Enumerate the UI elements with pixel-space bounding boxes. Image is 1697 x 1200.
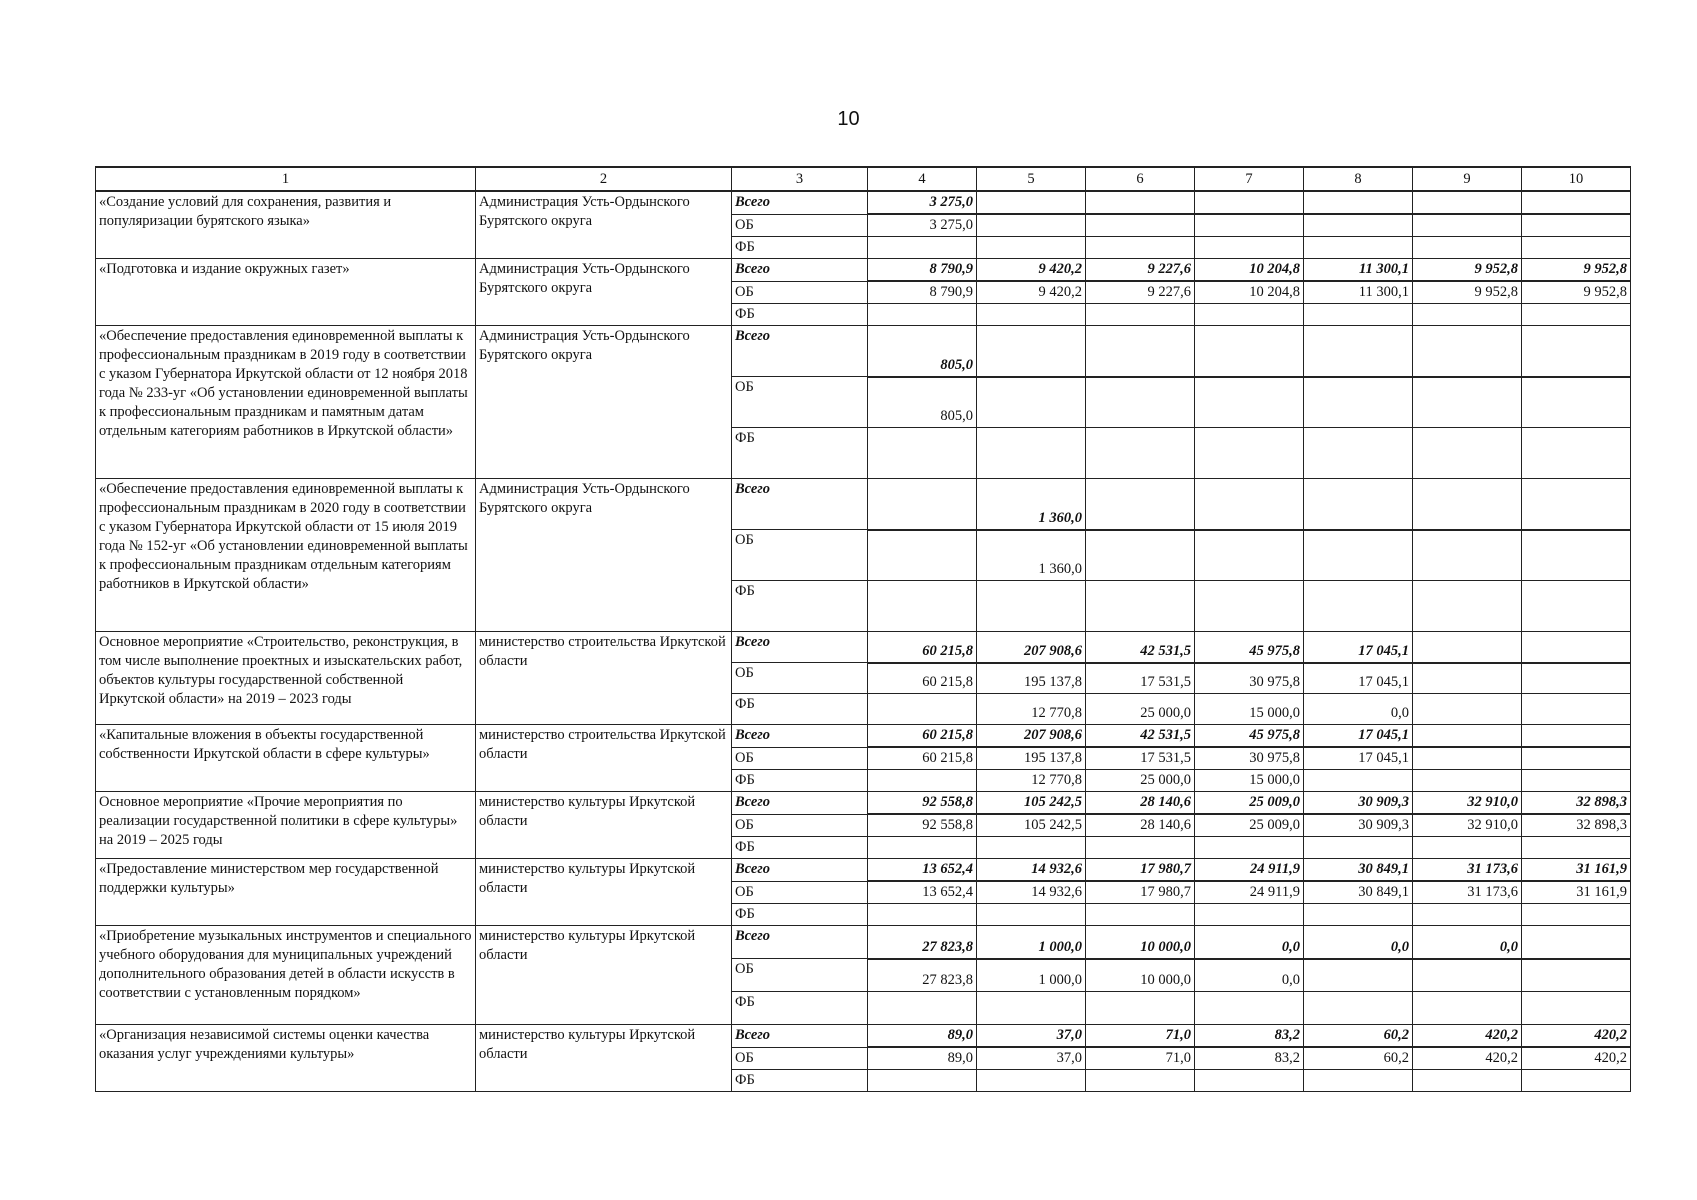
amount-cell xyxy=(1304,479,1413,530)
amount-cell: 17 045,1 xyxy=(1304,725,1413,748)
amount-cell xyxy=(1086,326,1195,377)
amount-cell: 30 909,3 xyxy=(1304,792,1413,815)
amount-cell xyxy=(977,581,1086,632)
amount-cell xyxy=(977,326,1086,377)
funding-source: ОБ xyxy=(732,377,868,428)
amount-cell: 30 909,3 xyxy=(1304,814,1413,837)
amount-cell xyxy=(1522,1070,1631,1092)
activity-name: Основное мероприятие «Строительство, реконструкция, в том числе выполнение проектных и изыскательских работ, объектов культуры государственной собственной Иркутской области» на 2019 – 2023 годы xyxy=(96,632,476,725)
amount-cell: 105 242,5 xyxy=(977,814,1086,837)
amount-cell: 17 980,7 xyxy=(1086,859,1195,882)
amount-cell xyxy=(977,214,1086,237)
amount-cell xyxy=(1086,214,1195,237)
amount-cell: 14 932,6 xyxy=(977,881,1086,904)
amount-cell: 420,2 xyxy=(1522,1025,1631,1048)
amount-cell xyxy=(1086,581,1195,632)
funding-source: ОБ xyxy=(732,881,868,904)
amount-cell xyxy=(1413,581,1522,632)
amount-cell xyxy=(1304,530,1413,581)
amount-cell: 9 952,8 xyxy=(1522,281,1631,304)
amount-cell: 17 531,5 xyxy=(1086,663,1195,694)
amount-cell: 45 975,8 xyxy=(1195,632,1304,663)
amount-cell: 32 898,3 xyxy=(1522,814,1631,837)
activity-name: «Обеспечение предоставления единовременной выплаты к профессиональным праздникам в 2020 году в соответствии с указом Губернатора Иркутской области от 15 июля 2019 года № 152-уг «Об установлении единовременной выплаты к профессиональным праздникам отдельным категориям работников в Иркутской области» xyxy=(96,479,476,632)
amount-cell xyxy=(1304,1070,1413,1092)
amount-cell: 13 652,4 xyxy=(868,881,977,904)
amount-cell xyxy=(1413,992,1522,1025)
funding-source: ОБ xyxy=(732,214,868,237)
column-header: 2 xyxy=(476,167,732,191)
funding-source: Всего xyxy=(732,191,868,214)
amount-cell: 30 849,1 xyxy=(1304,881,1413,904)
amount-cell: 9 227,6 xyxy=(1086,259,1195,282)
amount-cell xyxy=(1522,747,1631,770)
amount-cell: 25 000,0 xyxy=(1086,694,1195,725)
funding-line xyxy=(96,1025,1631,1048)
funding-source: ОБ xyxy=(732,530,868,581)
amount-cell: 24 911,9 xyxy=(1195,881,1304,904)
funding-source: ФБ xyxy=(732,837,868,859)
amount-cell: 1 000,0 xyxy=(977,926,1086,959)
amount-cell xyxy=(1413,304,1522,326)
amount-cell: 9 420,2 xyxy=(977,281,1086,304)
funding-line xyxy=(96,191,1631,214)
amount-cell xyxy=(977,237,1086,259)
funding-source: ОБ xyxy=(732,959,868,992)
amount-cell xyxy=(1413,632,1522,663)
activity-name: «Приобретение музыкальных инструментов и специального учебного оборудования для муниципальных учреждений дополнительного образования детей в области искусств в соответствии с установленным порядком» xyxy=(96,926,476,1025)
amount-cell xyxy=(1522,725,1631,748)
budget-row-group xyxy=(96,859,1631,926)
amount-cell xyxy=(1522,237,1631,259)
amount-cell xyxy=(1413,663,1522,694)
amount-cell: 42 531,5 xyxy=(1086,632,1195,663)
column-number-row xyxy=(96,167,1631,191)
executor: министерство строительства Иркутской области xyxy=(476,632,732,725)
amount-cell xyxy=(1195,837,1304,859)
amount-cell: 207 908,6 xyxy=(977,725,1086,748)
amount-cell: 17 045,1 xyxy=(1304,663,1413,694)
amount-cell xyxy=(1413,326,1522,377)
amount-cell: 60 215,8 xyxy=(868,747,977,770)
amount-cell: 9 952,8 xyxy=(1522,259,1631,282)
funding-source: Всего xyxy=(732,259,868,282)
column-header: 1 xyxy=(96,167,476,191)
amount-cell xyxy=(1195,304,1304,326)
amount-cell xyxy=(1195,377,1304,428)
amount-cell: 83,2 xyxy=(1195,1025,1304,1048)
amount-cell xyxy=(1413,837,1522,859)
amount-cell xyxy=(1195,904,1304,926)
amount-cell xyxy=(1304,191,1413,214)
funding-source: Всего xyxy=(732,859,868,882)
amount-cell xyxy=(977,191,1086,214)
funding-source: ФБ xyxy=(732,581,868,632)
amount-cell xyxy=(1413,959,1522,992)
amount-cell xyxy=(1413,428,1522,479)
amount-cell xyxy=(977,377,1086,428)
funding-source: ФБ xyxy=(732,304,868,326)
amount-cell xyxy=(868,428,977,479)
amount-cell xyxy=(1304,904,1413,926)
amount-cell: 60 215,8 xyxy=(868,663,977,694)
activity-name: «Обеспечение предоставления единовременной выплаты к профессиональным праздникам в 2019 году в соответствии с указом Губернатора Иркутской области от 12 ноября 2018 года № 233-уг «Об установлении единовременной выплаты к профессиональным праздникам и памятным датам отдельным категориям работников в Иркутской области» xyxy=(96,326,476,479)
amount-cell: 71,0 xyxy=(1086,1025,1195,1048)
amount-cell: 195 137,8 xyxy=(977,747,1086,770)
amount-cell: 805,0 xyxy=(868,326,977,377)
funding-source: Всего xyxy=(732,926,868,959)
column-header: 4 xyxy=(868,167,977,191)
amount-cell: 32 910,0 xyxy=(1413,814,1522,837)
budget-row-group xyxy=(96,326,1631,479)
amount-cell: 92 558,8 xyxy=(868,814,977,837)
amount-cell: 60 215,8 xyxy=(868,632,977,663)
amount-cell: 11 300,1 xyxy=(1304,281,1413,304)
amount-cell xyxy=(868,530,977,581)
amount-cell xyxy=(1413,770,1522,792)
budget-table xyxy=(95,166,1631,1092)
amount-cell: 8 790,9 xyxy=(868,259,977,282)
executor: Администрация Усть-Ордынского Бурятского округа xyxy=(476,259,732,326)
funding-source: Всего xyxy=(732,1025,868,1048)
amount-cell: 60,2 xyxy=(1304,1025,1413,1048)
budget-row-group xyxy=(96,926,1631,1025)
amount-cell xyxy=(1086,992,1195,1025)
amount-cell xyxy=(868,694,977,725)
amount-cell: 17 045,1 xyxy=(1304,632,1413,663)
amount-cell: 207 908,6 xyxy=(977,632,1086,663)
page-number: 10 xyxy=(837,108,860,130)
column-header: 7 xyxy=(1195,167,1304,191)
budget-row-group xyxy=(96,632,1631,725)
executor: министерство культуры Иркутской области xyxy=(476,1025,732,1092)
amount-cell: 12 770,8 xyxy=(977,694,1086,725)
amount-cell xyxy=(1413,1070,1522,1092)
amount-cell: 0,0 xyxy=(1195,959,1304,992)
amount-cell: 420,2 xyxy=(1522,1047,1631,1070)
funding-source: ФБ xyxy=(732,237,868,259)
amount-cell: 31 173,6 xyxy=(1413,881,1522,904)
activity-name: Основное мероприятие «Прочие мероприятия по реализации государственной политики в сфере культуры» на 2019 – 2025 годы xyxy=(96,792,476,859)
amount-cell xyxy=(1304,992,1413,1025)
amount-cell: 11 300,1 xyxy=(1304,259,1413,282)
funding-line xyxy=(96,326,1631,377)
amount-cell xyxy=(1413,747,1522,770)
funding-source: Всего xyxy=(732,632,868,663)
amount-cell: 60 215,8 xyxy=(868,725,977,748)
amount-cell xyxy=(1522,959,1631,992)
funding-source: Всего xyxy=(732,326,868,377)
amount-cell: 45 975,8 xyxy=(1195,725,1304,748)
amount-cell: 71,0 xyxy=(1086,1047,1195,1070)
amount-cell xyxy=(1195,530,1304,581)
amount-cell xyxy=(1522,304,1631,326)
funding-line xyxy=(96,859,1631,882)
amount-cell: 30 849,1 xyxy=(1304,859,1413,882)
funding-source: ФБ xyxy=(732,770,868,792)
column-header: 3 xyxy=(732,167,868,191)
amount-cell xyxy=(1195,237,1304,259)
amount-cell xyxy=(1086,304,1195,326)
amount-cell: 15 000,0 xyxy=(1195,694,1304,725)
amount-cell: 31 173,6 xyxy=(1413,859,1522,882)
amount-cell xyxy=(868,304,977,326)
amount-cell xyxy=(1413,694,1522,725)
executor: Администрация Усть-Ордынского Бурятского округа xyxy=(476,326,732,479)
amount-cell xyxy=(1086,479,1195,530)
amount-cell xyxy=(868,904,977,926)
amount-cell xyxy=(1304,770,1413,792)
amount-cell: 25 009,0 xyxy=(1195,814,1304,837)
executor: министерство культуры Иркутской области xyxy=(476,792,732,859)
funding-source: ОБ xyxy=(732,747,868,770)
amount-cell xyxy=(1413,237,1522,259)
amount-cell xyxy=(1304,237,1413,259)
amount-cell xyxy=(1522,428,1631,479)
amount-cell: 0,0 xyxy=(1413,926,1522,959)
funding-source: Всего xyxy=(732,479,868,530)
executor: Администрация Усть-Ордынского Бурятского округа xyxy=(476,479,732,632)
amount-cell: 1 000,0 xyxy=(977,959,1086,992)
amount-cell xyxy=(868,479,977,530)
amount-cell xyxy=(1086,191,1195,214)
executor: министерство строительства Иркутской области xyxy=(476,725,732,792)
amount-cell: 31 161,9 xyxy=(1522,881,1631,904)
amount-cell xyxy=(1304,304,1413,326)
amount-cell xyxy=(1413,214,1522,237)
funding-source: ФБ xyxy=(732,992,868,1025)
amount-cell xyxy=(1086,904,1195,926)
amount-cell: 37,0 xyxy=(977,1047,1086,1070)
funding-source: ФБ xyxy=(732,1070,868,1092)
amount-cell: 30 975,8 xyxy=(1195,747,1304,770)
amount-cell: 25 000,0 xyxy=(1086,770,1195,792)
amount-cell xyxy=(1522,530,1631,581)
amount-cell xyxy=(868,581,977,632)
funding-source: Всего xyxy=(732,792,868,815)
funding-source: Всего xyxy=(732,725,868,748)
amount-cell xyxy=(1304,837,1413,859)
amount-cell: 28 140,6 xyxy=(1086,792,1195,815)
amount-cell: 9 420,2 xyxy=(977,259,1086,282)
amount-cell: 0,0 xyxy=(1304,926,1413,959)
amount-cell xyxy=(868,837,977,859)
amount-cell xyxy=(1195,1070,1304,1092)
column-header: 5 xyxy=(977,167,1086,191)
amount-cell: 42 531,5 xyxy=(1086,725,1195,748)
amount-cell: 37,0 xyxy=(977,1025,1086,1048)
amount-cell: 9 952,8 xyxy=(1413,259,1522,282)
amount-cell: 1 360,0 xyxy=(977,479,1086,530)
amount-cell xyxy=(868,237,977,259)
executor: Администрация Усть-Ордынского Бурятского округа xyxy=(476,191,732,259)
amount-cell xyxy=(1086,1070,1195,1092)
budget-row-group xyxy=(96,191,1631,259)
amount-cell xyxy=(1522,926,1631,959)
amount-cell xyxy=(1522,632,1631,663)
amount-cell xyxy=(1195,326,1304,377)
amount-cell xyxy=(1195,581,1304,632)
amount-cell xyxy=(1086,837,1195,859)
amount-cell: 27 823,8 xyxy=(868,959,977,992)
amount-cell xyxy=(977,837,1086,859)
amount-cell: 17 531,5 xyxy=(1086,747,1195,770)
amount-cell xyxy=(1413,725,1522,748)
activity-name: «Капитальные вложения в объекты государственной собственности Иркутской области в сфере культуры» xyxy=(96,725,476,792)
amount-cell: 32 910,0 xyxy=(1413,792,1522,815)
amount-cell xyxy=(1413,191,1522,214)
amount-cell xyxy=(1522,581,1631,632)
amount-cell xyxy=(1413,479,1522,530)
amount-cell: 10 000,0 xyxy=(1086,959,1195,992)
funding-line xyxy=(96,632,1631,663)
amount-cell xyxy=(1522,663,1631,694)
amount-cell: 24 911,9 xyxy=(1195,859,1304,882)
activity-name: «Создание условий для сохранения, развития и популяризации бурятского языка» xyxy=(96,191,476,259)
activity-name: «Организация независимой системы оценки качества оказания услуг учреждениями культуры» xyxy=(96,1025,476,1092)
funding-source: ОБ xyxy=(732,1047,868,1070)
amount-cell xyxy=(1195,191,1304,214)
amount-cell xyxy=(1413,904,1522,926)
amount-cell xyxy=(1522,479,1631,530)
funding-line xyxy=(96,926,1631,959)
amount-cell xyxy=(868,770,977,792)
amount-cell: 31 161,9 xyxy=(1522,859,1631,882)
column-header: 8 xyxy=(1304,167,1413,191)
executor: министерство культуры Иркутской области xyxy=(476,859,732,926)
amount-cell xyxy=(1522,837,1631,859)
amount-cell: 28 140,6 xyxy=(1086,814,1195,837)
amount-cell: 8 790,9 xyxy=(868,281,977,304)
amount-cell: 27 823,8 xyxy=(868,926,977,959)
amount-cell: 12 770,8 xyxy=(977,770,1086,792)
amount-cell xyxy=(1522,191,1631,214)
amount-cell: 60,2 xyxy=(1304,1047,1413,1070)
amount-cell xyxy=(1086,237,1195,259)
amount-cell xyxy=(1413,530,1522,581)
amount-cell xyxy=(1522,992,1631,1025)
amount-cell xyxy=(1522,694,1631,725)
amount-cell: 14 932,6 xyxy=(977,859,1086,882)
amount-cell xyxy=(1195,214,1304,237)
amount-cell: 13 652,4 xyxy=(868,859,977,882)
funding-source: ФБ xyxy=(732,428,868,479)
amount-cell xyxy=(977,904,1086,926)
amount-cell: 92 558,8 xyxy=(868,792,977,815)
amount-cell xyxy=(868,1070,977,1092)
amount-cell xyxy=(977,1070,1086,1092)
amount-cell xyxy=(1413,377,1522,428)
amount-cell: 3 275,0 xyxy=(868,214,977,237)
activity-name: «Предоставление министерством мер государственной поддержки культуры» xyxy=(96,859,476,926)
amount-cell xyxy=(1304,214,1413,237)
budget-row-group xyxy=(96,725,1631,792)
amount-cell: 9 952,8 xyxy=(1413,281,1522,304)
activity-name: «Подготовка и издание окружных газет» xyxy=(96,259,476,326)
amount-cell: 1 360,0 xyxy=(977,530,1086,581)
amount-cell: 89,0 xyxy=(868,1025,977,1048)
column-header: 10 xyxy=(1522,167,1631,191)
funding-source: ФБ xyxy=(732,694,868,725)
budget-row-group xyxy=(96,479,1631,632)
amount-cell xyxy=(1195,428,1304,479)
funding-line xyxy=(96,479,1631,530)
funding-source: ОБ xyxy=(732,663,868,694)
amount-cell: 805,0 xyxy=(868,377,977,428)
amount-cell xyxy=(1522,377,1631,428)
amount-cell xyxy=(1522,904,1631,926)
amount-cell: 0,0 xyxy=(1195,926,1304,959)
amount-cell: 32 898,3 xyxy=(1522,792,1631,815)
budget-row-group xyxy=(96,792,1631,859)
funding-source: ФБ xyxy=(732,904,868,926)
funding-line xyxy=(96,259,1631,282)
amount-cell: 17 045,1 xyxy=(1304,747,1413,770)
amount-cell: 25 009,0 xyxy=(1195,792,1304,815)
amount-cell xyxy=(977,428,1086,479)
amount-cell: 30 975,8 xyxy=(1195,663,1304,694)
amount-cell xyxy=(1195,479,1304,530)
amount-cell: 195 137,8 xyxy=(977,663,1086,694)
amount-cell: 89,0 xyxy=(868,1047,977,1070)
budget-row-group xyxy=(96,1025,1631,1092)
amount-cell: 83,2 xyxy=(1195,1047,1304,1070)
amount-cell xyxy=(977,304,1086,326)
funding-source: ОБ xyxy=(732,814,868,837)
amount-cell xyxy=(1086,428,1195,479)
amount-cell xyxy=(1086,530,1195,581)
amount-cell: 10 000,0 xyxy=(1086,926,1195,959)
amount-cell: 3 275,0 xyxy=(868,191,977,214)
amount-cell xyxy=(1522,214,1631,237)
column-header: 6 xyxy=(1086,167,1195,191)
amount-cell xyxy=(1304,959,1413,992)
amount-cell xyxy=(1522,770,1631,792)
amount-cell: 10 204,8 xyxy=(1195,281,1304,304)
amount-cell xyxy=(1195,992,1304,1025)
budget-row-group xyxy=(96,259,1631,326)
amount-cell: 0,0 xyxy=(1304,694,1413,725)
amount-cell xyxy=(1522,326,1631,377)
amount-cell: 10 204,8 xyxy=(1195,259,1304,282)
funding-line xyxy=(96,792,1631,815)
amount-cell xyxy=(977,992,1086,1025)
column-header: 9 xyxy=(1413,167,1522,191)
amount-cell: 420,2 xyxy=(1413,1047,1522,1070)
amount-cell xyxy=(868,992,977,1025)
amount-cell: 9 227,6 xyxy=(1086,281,1195,304)
amount-cell xyxy=(1086,377,1195,428)
amount-cell xyxy=(1304,581,1413,632)
amount-cell xyxy=(1304,377,1413,428)
amount-cell: 420,2 xyxy=(1413,1025,1522,1048)
executor: министерство культуры Иркутской области xyxy=(476,926,732,1025)
funding-source: ОБ xyxy=(732,281,868,304)
amount-cell: 17 980,7 xyxy=(1086,881,1195,904)
amount-cell xyxy=(1304,326,1413,377)
funding-line xyxy=(96,725,1631,748)
amount-cell xyxy=(1304,428,1413,479)
amount-cell: 15 000,0 xyxy=(1195,770,1304,792)
amount-cell: 105 242,5 xyxy=(977,792,1086,815)
